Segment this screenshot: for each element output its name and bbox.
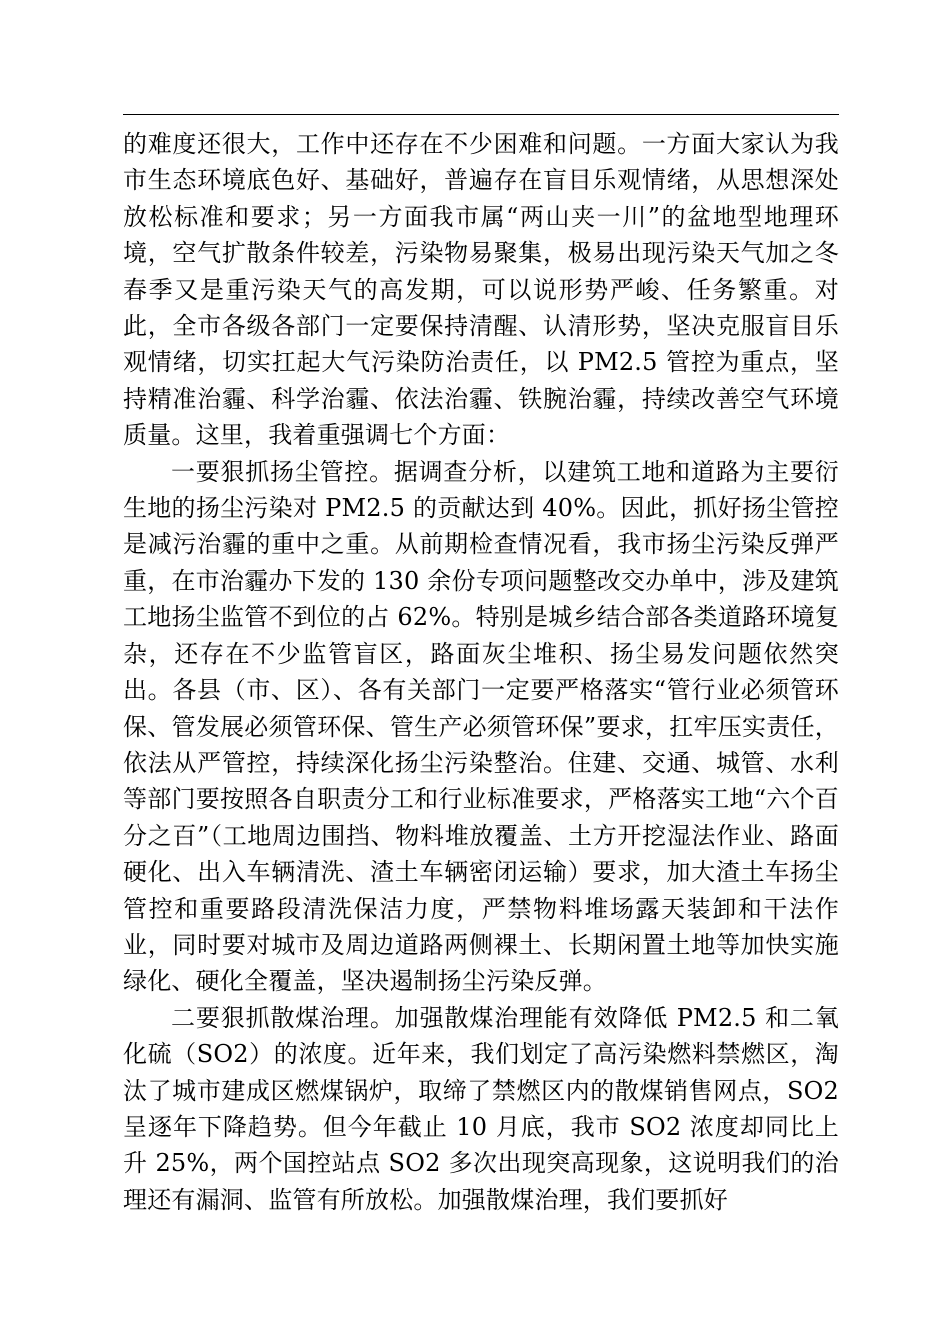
document-body	[123, 126, 839, 1218]
paragraph-coal-control: 二要狠抓散煤治理。加强散煤治理能有效降低 PM2.5 和二氧化硫（SO2）的浓度。近年来，我们划定了高污染燃料禁燃区，淘汰了城市建成区燃煤锅炉，取缔了禁燃区内的散煤销售网点，SO2 呈逐年下降趋势。但今年截止 10 月底，我市 SO2 浓度却同比上升 25%，两个国控站点 SO2 多次出现突高现象，这说明我们的治理还有漏洞、监管有所放松。加强散煤治理，我们要抓好	[123, 1003, 839, 1214]
header-rule	[123, 114, 839, 115]
paragraph-continuation: 的难度还很大，工作中还存在不少困难和问题。一方面大家认为我市生态环境底色好、基础好，普遍存在盲目乐观情绪，从思想深处放松标准和要求；另一方面我市属“两山夹一川”的盆地型地理环境，空气扩散条件较差，污染物易聚集，极易出现污染天气加之冬春季又是重污染天气的高发期，可以说形势严峻、任务繁重。对此，全市各级各部门一定要保持清醒、认清形势，坚决克服盲目乐观情绪，切实扛起大气污染防治责任，以 PM2.5 管控为重点，坚持精准治霾、科学治霾、依法治霾、铁腕治霾，持续改善空气环境质量。这里，我着重强调七个方面：	[123, 130, 839, 450]
paragraph-dust-control: 一要狠抓扬尘管控。据调查分析，以建筑工地和道路为主要衍生地的扬尘污染对 PM2.5 的贡献达到 40%。因此，抓好扬尘管控是减污治霾的重中之重。从前期检查情况看，我市扬尘污染反弹严重，在市治霾办下发的 130 余份专项问题整改交办单中，涉及建筑工地扬尘监管不到位的占 62%。特别是城乡结合部各类道路环境复杂，还存在不少监管盲区，路面灰尘堆积、扬尘易发问题依然突出。各县（市、区）、各有关部门一定要严格落实“管行业必须管环保、管发展必须管环保、管生产必须管环保”要求，扛牢压实责任，依法从严管控，持续深化扬尘污染整治。住建、交通、城管、水利等部门要按照各自职责分工和行业标准要求，严格落实工地“六个百分之百”（工地周边围挡、物料堆放覆盖、土方开挖湿法作业、路面硬化、出入车辆清洗、渣土车辆密闭运输）要求，加大渣土车扬尘管控和重要路段清洗保洁力度，严禁物料堆场露天装卸和干法作业，同时要对城市及周边道路两侧裸土、长期闲置土地等加快实施绿化、硬化全覆盖，坚决遏制扬尘污染反弹。	[123, 457, 839, 996]
